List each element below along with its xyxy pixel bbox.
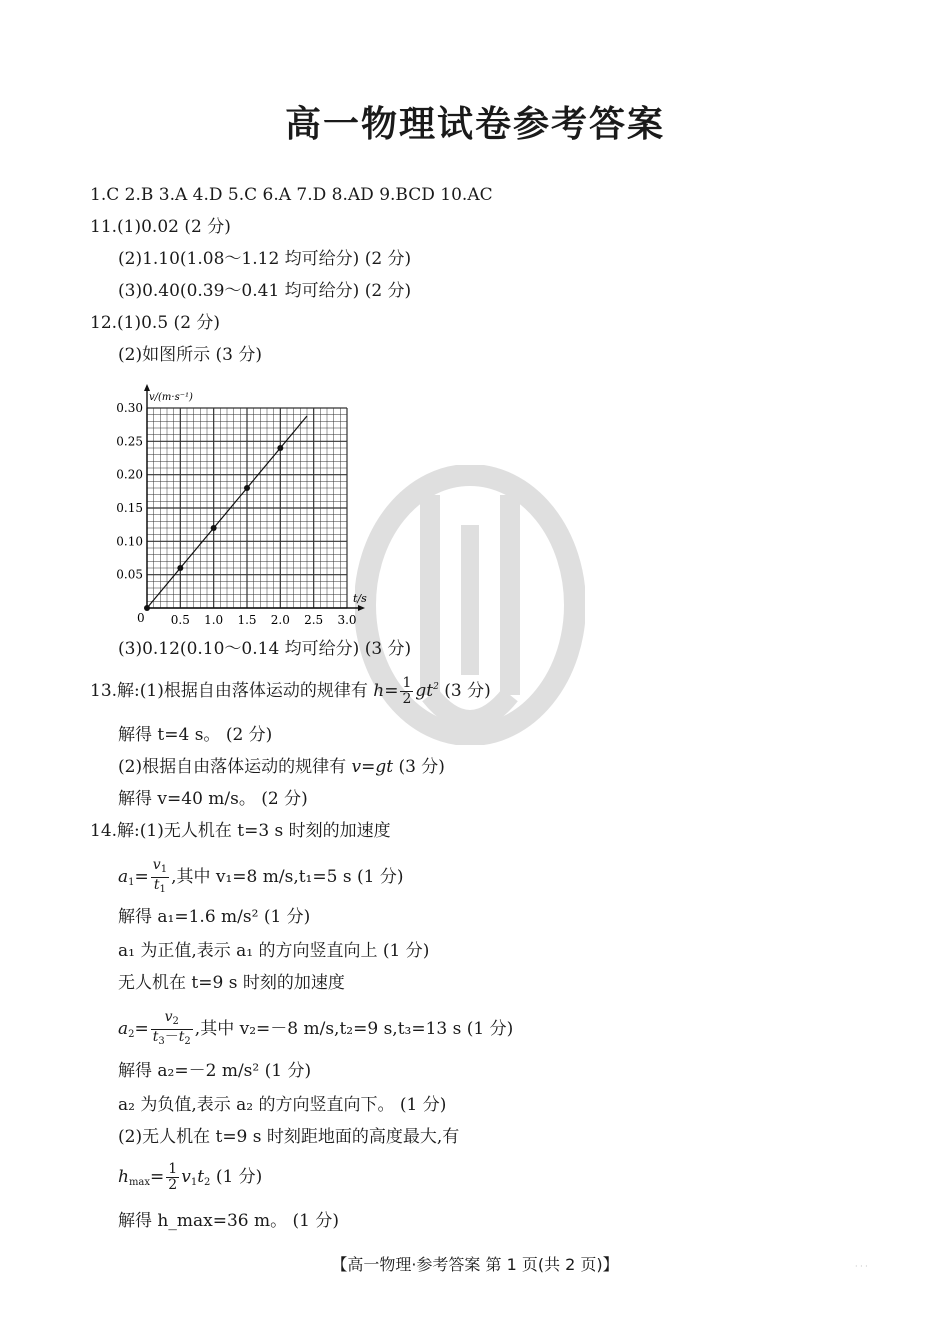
q13-line3 xyxy=(118,756,445,778)
q14-line10: $h_{max}=$ $\frac{1}{2}$ $v_1t_2$ (1 分) xyxy=(118,1161,263,1193)
q13-line1-score: (3 分) xyxy=(438,681,491,701)
mc-answers: 1.C 2.B 3.A 4.D 5.C 6.A 7.D 8.AD 9.BCD 10.AC xyxy=(90,185,493,205)
x-tick-label: 0.5 xyxy=(170,613,190,627)
q13-formula-gt2: $gt^2$ xyxy=(415,681,439,701)
y-axis-label: v/(m·s⁻¹) xyxy=(149,392,193,403)
x-axis-label: t/s xyxy=(353,592,367,605)
corner-dots: · · · xyxy=(855,1262,868,1271)
q11-line2: (2)1.10(1.08～1.12 均可给分) (2 分) xyxy=(118,249,412,269)
q14-line5: 无人机在 t=9 s 时刻的加速度 xyxy=(118,973,345,993)
q11-line1: 11.(1)0.02 (2 分) xyxy=(90,217,231,237)
y-tick-label: 0.10 xyxy=(116,534,143,549)
vt-graph xyxy=(110,376,380,632)
q14-line6: $a_2=$ $\frac{v_2}{t_3-t_2}$ ,其中 v₂=－8 m/s,t₂=9 s,t₃=13 s (1 分) xyxy=(118,1009,514,1047)
data-point xyxy=(244,485,250,491)
y-tick-label: 0.05 xyxy=(116,567,143,582)
q13-line1-text: 13.解:(1)根据自由落体运动的规律有 xyxy=(90,681,374,701)
q11-line3: (3)0.40(0.39～0.41 均可给分) (2 分) xyxy=(118,281,412,301)
data-point xyxy=(277,445,283,451)
data-point xyxy=(177,565,183,571)
fraction-v2-dt: $\frac{v_2}{t_3-t_2}$ xyxy=(152,1009,191,1047)
fraction-v1-t1: $\frac{v_1}{t_1}$ xyxy=(152,857,168,895)
q13-line1: 13.解:(1)根据自由落体运动的规律有 h= $\frac{1}{2}$ $gt^2$ (3 分) xyxy=(90,675,491,707)
q12-line1: 12.(1)0.5 (2 分) xyxy=(90,313,221,333)
x-tick-label: 3.0 xyxy=(337,613,357,627)
q14-line3: 解得 a₁=1.6 m/s² (1 分) xyxy=(118,907,311,927)
q14-line2-text: ,其中 v₁=8 m/s,t₁=5 s (1 分) xyxy=(171,867,404,887)
fraction-half-2: $\frac{1}{2}$ xyxy=(168,1161,178,1193)
q14-line8: a₂ 为负值,表示 a₂ 的方向竖直向下。 (1 分) xyxy=(118,1095,447,1115)
x-tick-label: 2.5 xyxy=(304,613,324,627)
q13-line2: 解得 t=4 s。 (2 分) xyxy=(118,725,273,745)
q14-line7: 解得 a₂=－2 m/s² (1 分) xyxy=(118,1061,312,1081)
x-tick-label: 2.0 xyxy=(270,613,290,627)
x-axis-arrow xyxy=(358,605,365,611)
q13-line3-score: (3 分) xyxy=(393,757,445,777)
origin-label: 0 xyxy=(137,611,145,625)
q14-line9: (2)无人机在 t=9 s 时刻距地面的高度最大,有 xyxy=(118,1127,460,1147)
y-tick-label: 0.20 xyxy=(116,467,143,482)
x-tick-label: 1.0 xyxy=(204,613,224,627)
q14-line4: a₁ 为正值,表示 a₁ 的方向竖直向上 (1 分) xyxy=(118,941,430,961)
x-tick-label: 1.5 xyxy=(237,613,257,627)
q13-line4: 解得 v=40 m/s。 (2 分) xyxy=(118,789,308,809)
y-tick-label: 0.30 xyxy=(116,401,143,415)
q13-formula-h: h xyxy=(373,681,385,701)
q14-line11: 解得 h_max=36 m。 (1 分) xyxy=(118,1211,339,1231)
q12-line2: (2)如图所示 (3 分) xyxy=(118,345,262,365)
q13-line3-formula: v=gt xyxy=(351,757,394,777)
y-tick-label: 0.25 xyxy=(116,434,143,449)
y-tick-label: 0.15 xyxy=(116,501,143,515)
data-point xyxy=(211,525,217,531)
y-axis-arrow xyxy=(144,384,150,391)
q14-line1: 14.解:(1)无人机在 t=3 s 时刻的加速度 xyxy=(90,821,391,841)
q14-line6-text: ,其中 v₂=－8 m/s,t₂=9 s,t₃=13 s (1 分) xyxy=(194,1019,514,1039)
fraction-half: $\frac{1}{2}$ xyxy=(402,675,412,707)
page-title: 高一物理试卷参考答案 xyxy=(284,104,665,145)
q14-line10-score: (1 分) xyxy=(210,1167,263,1187)
page-footer: 【高一物理·参考答案 第 1 页(共 2 页)】 xyxy=(331,1255,619,1274)
data-point xyxy=(144,605,150,611)
q13-line3-text: (2)根据自由落体运动的规律有 xyxy=(118,757,352,777)
q14-line2: $a_1=$ $\frac{v_1}{t_1}$ ,其中 v₁=8 m/s,t₁=5 s (1 分) xyxy=(118,857,404,895)
q12-line3: (3)0.12(0.10～0.14 均可给分) (3 分) xyxy=(118,639,412,659)
